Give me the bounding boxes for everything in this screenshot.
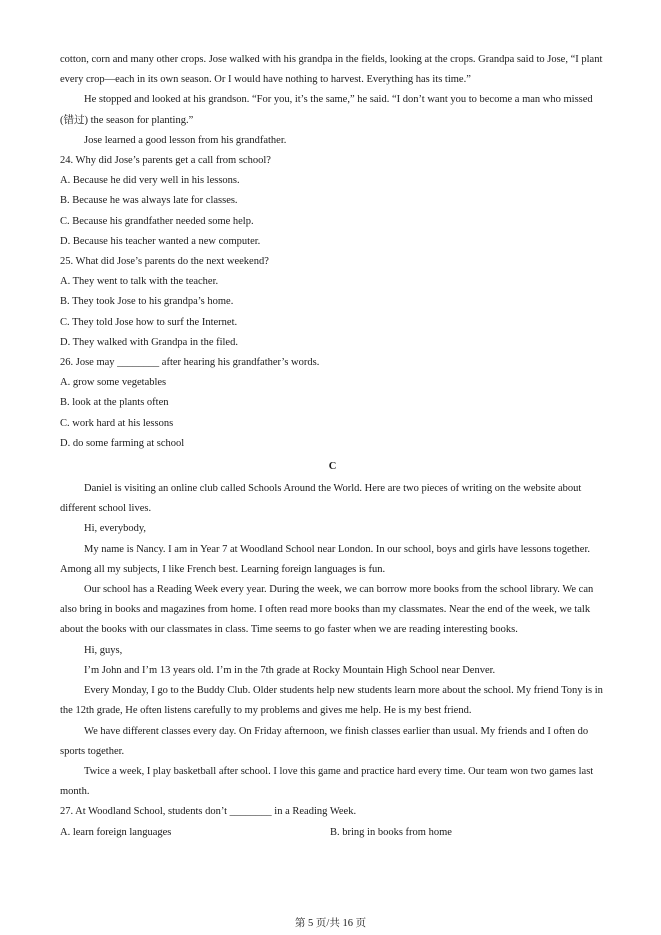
- question-25-option-d: D. They walked with Grandpa in the filed.: [60, 336, 238, 348]
- question-24-option-b: B. Because he was always late for classes.: [60, 195, 238, 207]
- question-25-option-a: A. They went to talk with the teacher.: [60, 276, 219, 288]
- question-25-option-c: C. They told Jose how to surf the Internet.: [60, 316, 238, 328]
- question-26-option-b: B. look at the plants often: [60, 397, 169, 409]
- letter1-paragraph: Our school has a Reading Week every year. During the week, we can borrow more books from the school library. We can also bring in books and magazines from home. I often read more books than my classmates. Near the end of the week, we talk about the books with our classmates in class. Time seems to go faster when we are reading interesting books.: [60, 584, 594, 636]
- story-paragraph: cotton, corn and many other crops. Jose walked with his grandpa in the fields, looking at the crops. Grandpa said to Jose, “I plant every crop—each in its own season. Or I would have nothing to harvest. Everything has its time.”: [60, 54, 603, 86]
- document-page: [60, 50, 605, 843]
- section-c-intro: Daniel is visiting an online club called Schools Around the World. Here are two pieces of writing on the website about different school lives.: [60, 483, 582, 515]
- question-26-option-d: D. do some farming at school: [60, 437, 185, 449]
- story-paragraph: Jose learned a good lesson from his grandfather.: [84, 134, 287, 146]
- question-27-option-a: A. learn foreign languages: [60, 826, 172, 838]
- question-24-option-d: D. Because his teacher wanted a new computer.: [60, 235, 261, 247]
- question-25-option-b: B. They took Jose to his grandpa’s home.: [60, 296, 234, 308]
- letter2-paragraph: Every Monday, I go to the Buddy Club. Older students help new students learn more about the school. My friend Tony is in the 12th grade, He often listens carefully to my problems and gives me help. He is my best friend.: [60, 685, 603, 717]
- question-26-option-c: C. work hard at his lessons: [60, 417, 174, 429]
- question-24-option-c: C. Because his grandfather needed some help.: [60, 215, 254, 227]
- letter1-paragraph: My name is Nancy. I am in Year 7 at Woodland School near London. In our school, boys and girls have lessons together. Among all my subjects, I like French best. Learning foreign languages is fun.: [60, 543, 590, 575]
- letter2-greeting: Hi, guys,: [84, 644, 123, 656]
- section-c-title: C: [328, 461, 337, 473]
- story-paragraph: He stopped and looked at his grandson. “For you, it’s the same,” he said. “I don’t want you to become a man who missed (错过) the season for planting.”: [60, 94, 593, 126]
- question-26-stem: 26. Jose may ________ after hearing his grandfather’s words.: [60, 357, 320, 369]
- question-24-option-a: A. Because he did very well in his lessons.: [60, 175, 240, 187]
- question-24-stem: 24. Why did Jose’s parents get a call from school?: [60, 155, 271, 167]
- letter2-paragraph: I’m John and I’m 13 years old. I’m in the 7th grade at Rocky Mountain High School near Denver.: [84, 664, 496, 676]
- question-27-stem: 27. At Woodland School, students don’t ________ in a Reading Week.: [60, 806, 357, 818]
- page-footer: 第 5 页/共 16 页: [294, 918, 367, 929]
- question-27-options: [60, 823, 605, 843]
- letter1-greeting: Hi, everybody,: [84, 523, 147, 535]
- letter2-paragraph: We have different classes every day. On Friday afternoon, we finish classes earlier than usual. My friends and I often do sports together.: [60, 725, 589, 757]
- question-26-option-a: A. grow some vegetables: [60, 377, 167, 389]
- question-25-stem: 25. What did Jose’s parents do the next weekend?: [60, 256, 269, 268]
- question-27-option-b: B. bring in books from home: [330, 826, 452, 838]
- letter2-paragraph: Twice a week, I play basketball after school. I love this game and practice hard every time. Our team won two games last month.: [60, 765, 594, 798]
